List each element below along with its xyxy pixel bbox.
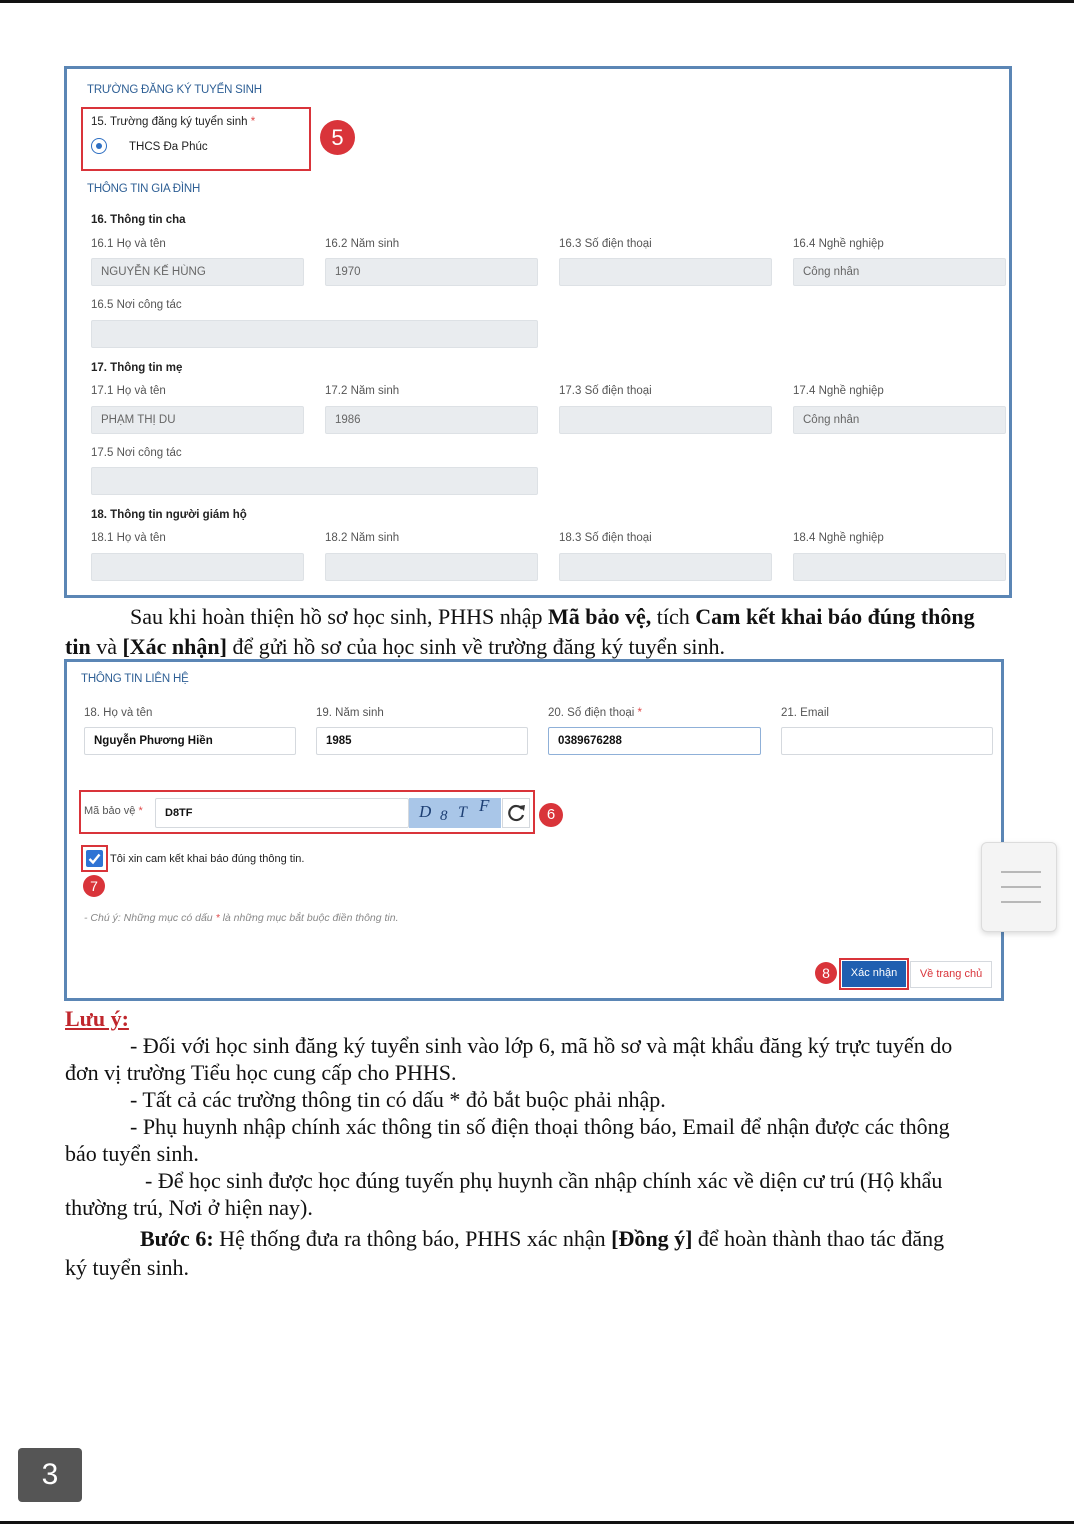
guardian-title: 18. Thông tin người giám hộ [91,509,247,521]
mother-job-label: 17.4 Nghề nghiệp [793,385,884,397]
captcha-char-2: 8 [440,808,448,824]
mother-work-label: 17.5 Nơi công tác [91,447,182,459]
registration-form-screenshot [64,66,1012,598]
note4-line2: thường trú, Nơi ở hiện nay). [65,1195,313,1220]
commit-label: Tôi xin cam kết khai báo đúng thông tin. [110,853,305,865]
father-job-field[interactable]: Công nhân [793,258,1006,286]
note3-line1: - Phụ huynh nhập chính xác thông tin số điện thoại thông báo, Email để nhận được các thông [130,1114,950,1139]
captcha-input[interactable]: D8TF [155,798,409,828]
mother-phone-label: 17.3 Số điện thoại [559,385,652,397]
floating-menu-button[interactable] [981,842,1057,932]
contact-email-input[interactable] [781,727,993,755]
captcha-char-4: F [479,796,490,815]
home-button[interactable]: Về trang chủ [910,961,992,988]
mother-work-field[interactable] [91,467,538,495]
contact-email-label: 21. Email [781,707,829,719]
step-badge-8: 8 [815,962,837,984]
guardian-birth-field[interactable] [325,553,538,581]
note1-line1: - Đối với học sinh đăng ký tuyển sinh vào lớp 6, mã hồ sơ và mật khẩu đăng ký trực tuyến do [130,1033,953,1058]
step-badge-5: 5 [320,120,355,155]
mother-birth-field[interactable]: 1986 [325,406,538,434]
school-option-label: THCS Đa Phúc [129,141,208,153]
mother-name-field[interactable]: PHẠM THỊ DU [91,406,304,434]
guardian-birth-label: 18.2 Năm sinh [325,532,400,544]
top-border [0,0,1074,3]
section-title-family: THÔNG TIN GIA ĐÌNH [87,183,201,195]
contact-name-label: 18. Họ và tên [84,707,153,719]
highlight-box-5 [81,107,311,171]
highlight-box-8 [839,958,909,990]
note4-line1: - Để học sinh được học đúng tuyến phụ huynh cần nhập chính xác về diện cư trú (Hộ khẩu [145,1168,943,1193]
father-birth-label: 16.2 Năm sinh [325,238,400,250]
guardian-phone-label: 18.3 Số điện thoại [559,532,652,544]
guardian-name-label: 18.1 Họ và tên [91,532,166,544]
mother-birth-label: 17.2 Năm sinh [325,385,400,397]
menu-icon-line [1001,871,1041,873]
note3-line2: báo tuyển sinh. [65,1141,199,1166]
intro-line-2: tin và [Xác nhận] để gửi hồ sơ của học sinh về trường đăng ký tuyển sinh. [65,634,726,659]
contact-birth-label: 19. Năm sinh [316,707,384,719]
guardian-job-field[interactable] [793,553,1006,581]
highlight-box-6 [79,790,535,834]
guardian-phone-field[interactable] [559,553,772,581]
contact-name-input[interactable]: Nguyễn Phương Hiền [84,727,296,755]
captcha-label: Mã bảo vệ * [84,805,143,817]
father-work-field[interactable] [91,320,538,348]
father-name-label: 16.1 Họ và tên [91,238,166,250]
captcha-char-1: D [419,802,432,821]
required-note: - Chú ý: Những mục có dấu * là những mục bắt buộc điền thông tin. [84,912,399,924]
school-label: 15. Trường đăng ký tuyển sinh * [91,116,256,128]
father-phone-label: 16.3 Số điện thoại [559,238,652,250]
section-title-contact: THÔNG TIN LIÊN HỆ [81,673,189,685]
mother-job-field[interactable]: Công nhân [793,406,1006,434]
father-job-label: 16.4 Nghề nghiệp [793,238,884,250]
contact-form-screenshot [64,659,1004,1001]
contact-phone-input[interactable]: 0389676288 [548,727,761,755]
father-title: 16. Thông tin cha [91,214,186,226]
guardian-job-label: 18.4 Nghề nghiệp [793,532,884,544]
father-work-label: 16.5 Nơi công tác [91,299,182,311]
contact-birth-input[interactable]: 1985 [316,727,528,755]
note1-line2: đơn vị trường Tiểu học cung cấp cho PHHS. [65,1060,457,1085]
highlight-box-7 [81,845,108,872]
mother-phone-field[interactable] [559,406,772,434]
note-title: Lưu ý: [65,1006,129,1031]
note2: - Tất cả các trường thông tin có dấu * đỏ bắt buộc phải nhập. [130,1087,666,1112]
step6-line2: ký tuyển sinh. [65,1255,190,1280]
menu-icon-line [1001,886,1041,888]
captcha-char-3: T [458,804,467,821]
guardian-name-field[interactable] [91,553,304,581]
section-title-school: TRƯỜNG ĐĂNG KÝ TUYỂN SINH [87,84,262,96]
step6-line1: Bước 6: Hệ thống đưa ra thông báo, PHHS xác nhận [Đồng ý] để hoàn thành thao tác đăng [140,1226,945,1251]
intro-line-1: Sau khi hoàn thiện hồ sơ học sinh, PHHS nhập Mã bảo vệ, tích Cam kết khai báo đúng thông [130,604,975,629]
contact-phone-label: 20. Số điện thoại * [548,707,643,719]
father-phone-field[interactable] [559,258,772,286]
page-number-badge[interactable]: 3 [18,1448,82,1502]
mother-name-label: 17.1 Họ và tên [91,385,166,397]
father-name-field[interactable]: NGUYỄN KẾ HÙNG [91,258,304,286]
menu-icon-line [1001,901,1041,903]
step-badge-6: 6 [539,803,563,827]
confirm-button[interactable]: Xác nhận [842,961,906,987]
father-birth-field[interactable]: 1970 [325,258,538,286]
mother-title: 17. Thông tin mẹ [91,362,183,374]
step-badge-7: 7 [83,875,105,897]
